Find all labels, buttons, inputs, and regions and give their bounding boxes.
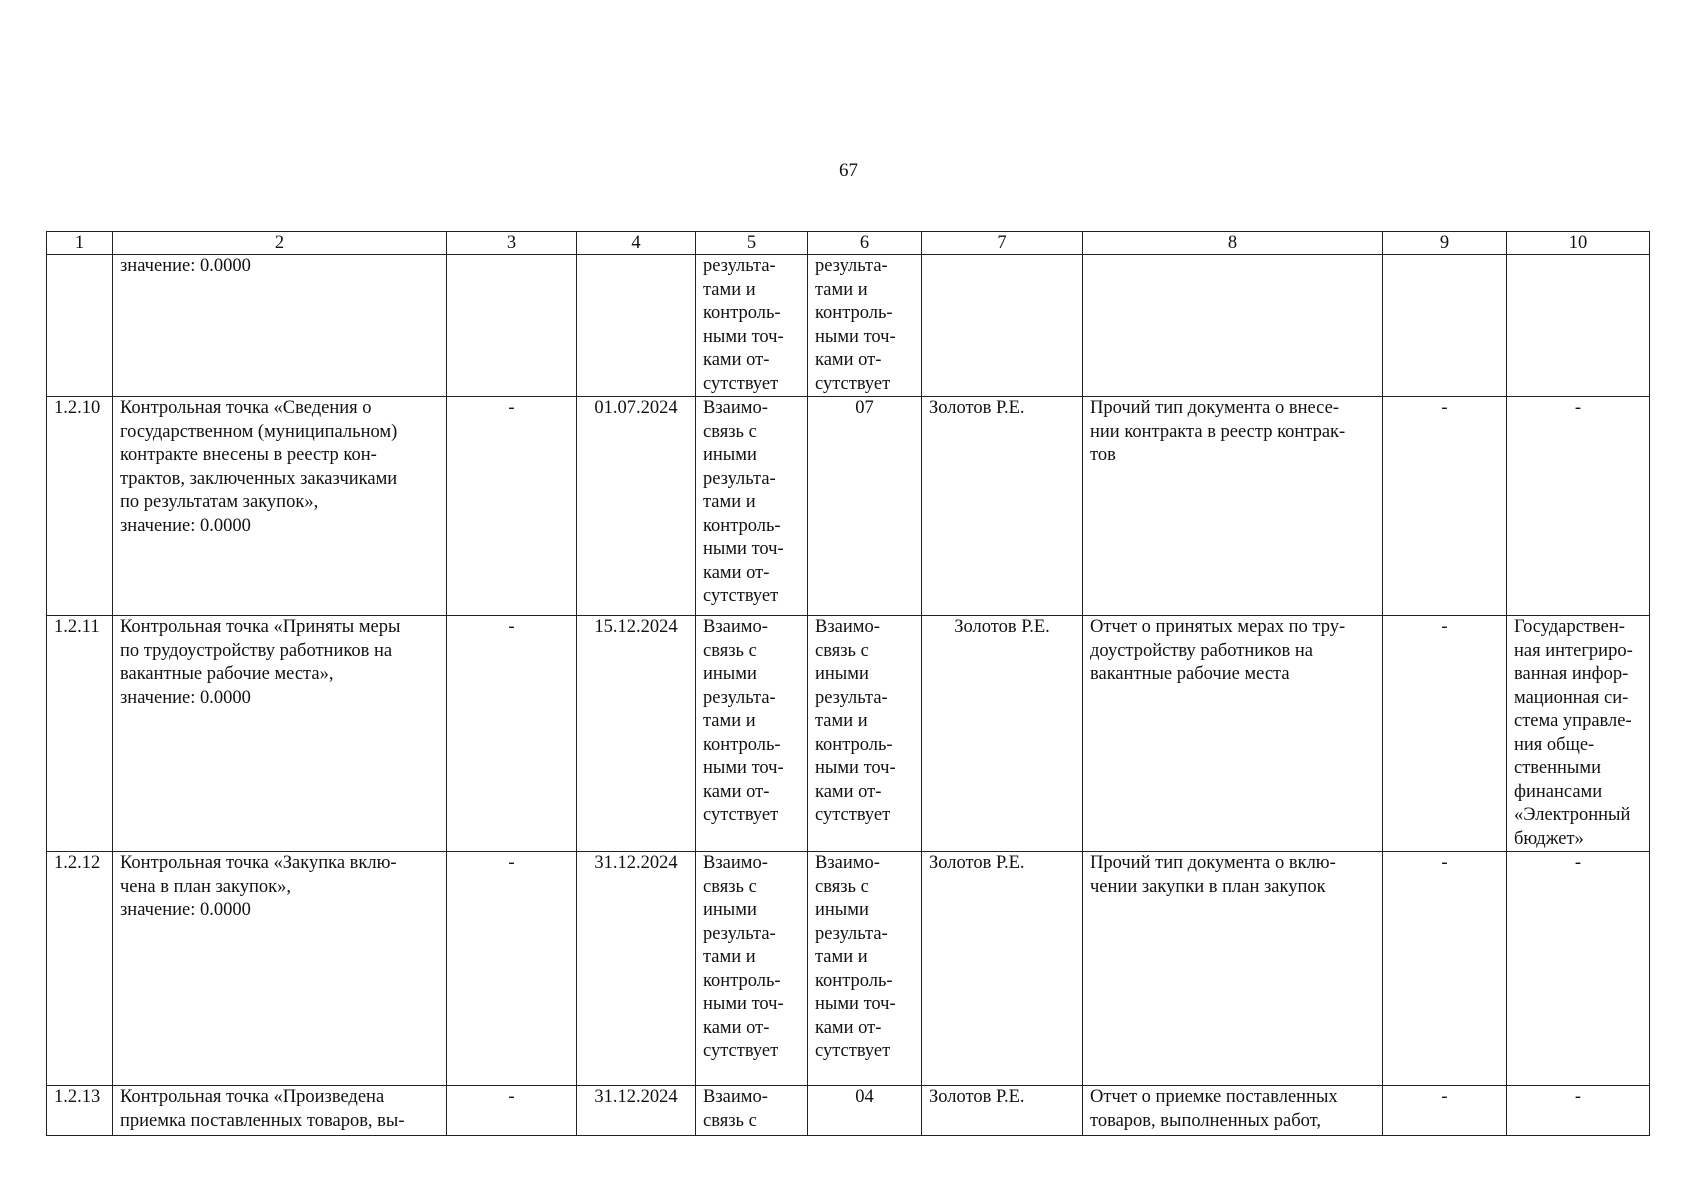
- information-system: -: [1507, 1086, 1650, 1136]
- predecessor-link: Взаимо- связь с иными результа- тами и контроль- ными точ- ками от- сутствует: [696, 616, 808, 852]
- predecessor-link: Взаимо- связь с: [696, 1086, 808, 1136]
- checkpoint-name: Контрольная точка «Произведена приемка поставленных товаров, вы-: [113, 1086, 447, 1136]
- table-row: [47, 255, 1650, 397]
- information-system: [1507, 255, 1650, 397]
- row-number: 1.2.10: [47, 397, 113, 616]
- responsible-person: Золотов Р.Е.: [922, 616, 1083, 852]
- table-row: [47, 852, 1650, 1086]
- checkpoint-name: Контрольная точка «Приняты меры по трудоустройству работников на вакантные рабочие места», значение: 0.0000: [113, 616, 447, 852]
- deadline-date: 01.07.2024: [577, 397, 696, 616]
- base-value: -: [447, 852, 577, 1086]
- checkpoint-name: Контрольная точка «Сведения о государственном (муниципальном) контракте внесены в реестр кон- трактов, заключенных заказчиками по результатам закупок», значение: 0.0000: [113, 397, 447, 616]
- successor-link: 07: [808, 397, 922, 616]
- responsible-person: [922, 255, 1083, 397]
- base-value: [447, 255, 577, 397]
- row-number: [47, 255, 113, 397]
- column-header-4: 4: [577, 232, 696, 255]
- responsible-person: Золотов Р.Е.: [922, 397, 1083, 616]
- row-number: 1.2.13: [47, 1086, 113, 1136]
- column-header-8: 8: [1083, 232, 1383, 255]
- column-number-row: [47, 232, 1650, 255]
- base-value: -: [447, 616, 577, 852]
- predecessor-link: Взаимо- связь с иными результа- тами и контроль- ными точ- ками от- сутствует: [696, 397, 808, 616]
- successor-link: Взаимо- связь с иными результа- тами и контроль- ными точ- ками от- сутствует: [808, 616, 922, 852]
- checkpoint-name: значение: 0.0000: [113, 255, 447, 397]
- document-type: Отчет о приемке поставленных товаров, выполненных работ,: [1083, 1086, 1383, 1136]
- level-of-control: -: [1383, 397, 1507, 616]
- document-type: Отчет о принятых мерах по тру- доустройству работников на вакантные рабочие места: [1083, 616, 1383, 852]
- column-header-3: 3: [447, 232, 577, 255]
- column-header-6: 6: [808, 232, 922, 255]
- checkpoint-name: Контрольная точка «Закупка вклю- чена в план закупок», значение: 0.0000: [113, 852, 447, 1086]
- level-of-control: -: [1383, 852, 1507, 1086]
- document-type: [1083, 255, 1383, 397]
- deadline-date: 15.12.2024: [577, 616, 696, 852]
- column-header-1: 1: [47, 232, 113, 255]
- successor-link: результа- тами и контроль- ными точ- ками от- сутствует: [808, 255, 922, 397]
- document-type: Прочий тип документа о внесе- нии контракта в реестр контрак- тов: [1083, 397, 1383, 616]
- column-header-7: 7: [922, 232, 1083, 255]
- base-value: -: [447, 397, 577, 616]
- deadline-date: 31.12.2024: [577, 1086, 696, 1136]
- row-number: 1.2.11: [47, 616, 113, 852]
- column-header-9: 9: [1383, 232, 1507, 255]
- successor-link: 04: [808, 1086, 922, 1136]
- page-number: 67: [839, 160, 858, 181]
- row-number: 1.2.12: [47, 852, 113, 1086]
- responsible-person: Золотов Р.Е.: [922, 1086, 1083, 1136]
- base-value: -: [447, 1086, 577, 1136]
- information-system: Государствен- ная интегриро- ванная инфор- мационная си- стема управле- ния обще- ственными финансами «Электронный бюджет»: [1507, 616, 1650, 852]
- information-system: -: [1507, 397, 1650, 616]
- successor-link: Взаимо- связь с иными результа- тами и контроль- ными точ- ками от- сутствует: [808, 852, 922, 1086]
- level-of-control: -: [1383, 1086, 1507, 1136]
- column-header-10: 10: [1507, 232, 1650, 255]
- level-of-control: -: [1383, 616, 1507, 852]
- column-header-5: 5: [696, 232, 808, 255]
- column-header-2: 2: [113, 232, 447, 255]
- plan-table: [46, 231, 1650, 1136]
- responsible-person: Золотов Р.Е.: [922, 852, 1083, 1086]
- table-row: [47, 616, 1650, 852]
- deadline-date: [577, 255, 696, 397]
- table-row: [47, 1086, 1650, 1136]
- level-of-control: [1383, 255, 1507, 397]
- document-type: Прочий тип документа о вклю- чении закупки в план закупок: [1083, 852, 1383, 1086]
- table-row: [47, 397, 1650, 616]
- predecessor-link: результа- тами и контроль- ными точ- ками от- сутствует: [696, 255, 808, 397]
- deadline-date: 31.12.2024: [577, 852, 696, 1086]
- predecessor-link: Взаимо- связь с иными результа- тами и контроль- ными точ- ками от- сутствует: [696, 852, 808, 1086]
- information-system: -: [1507, 852, 1650, 1086]
